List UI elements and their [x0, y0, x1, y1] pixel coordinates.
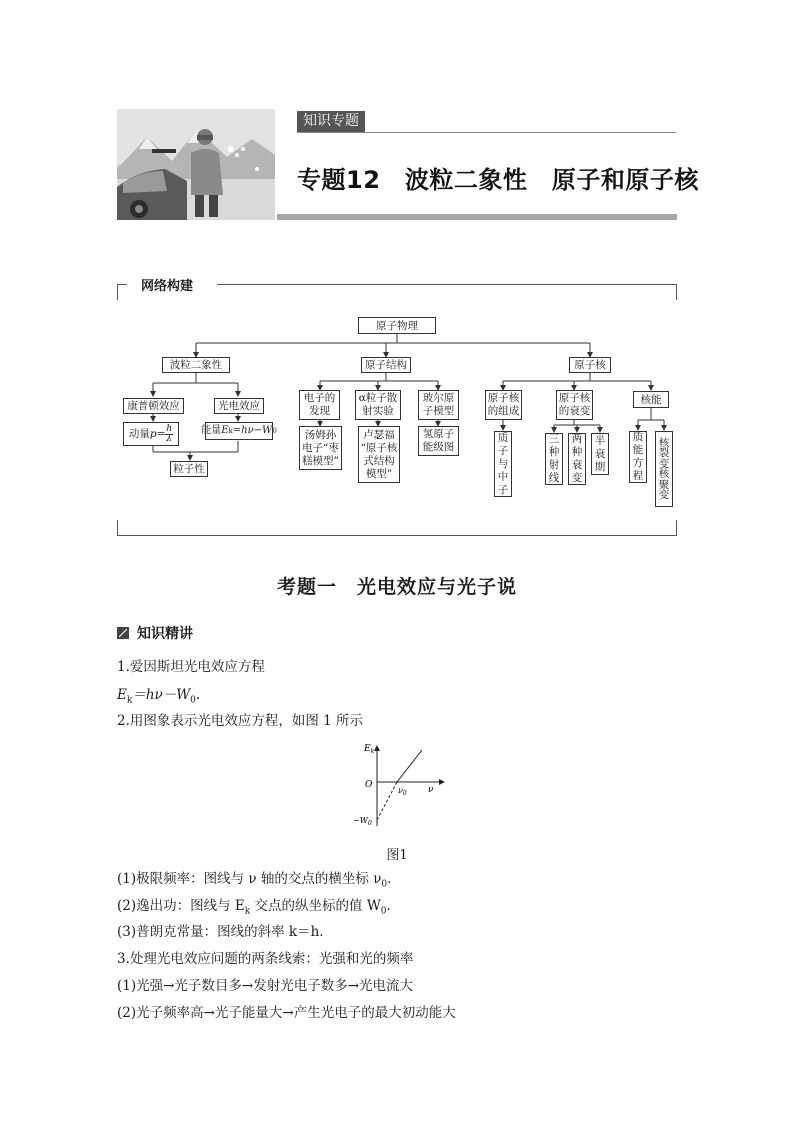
square-bullet-icon: [117, 627, 129, 639]
momentum-numerator: h: [166, 423, 173, 434]
text-line: 模型”: [365, 467, 393, 480]
energy-rest: =hν−W: [232, 425, 273, 436]
text-line: 种: [571, 446, 583, 458]
text-line: 两: [571, 433, 583, 445]
sub-heading-text: 知识精讲: [137, 626, 193, 642]
text-line: 核: [658, 468, 670, 480]
point-1-end: .: [387, 871, 392, 887]
node-bohr-model: [418, 390, 459, 420]
text-line: 与: [497, 457, 509, 470]
node-wave-particle: 波粒二象性: [162, 357, 230, 373]
topic-title: 专题12 波粒二象性 原子和原子核: [297, 166, 699, 194]
text-line: 子: [497, 483, 509, 496]
node-thomson-model: [299, 426, 342, 470]
text-line: 电子“枣: [302, 441, 339, 454]
equation-line: [117, 686, 200, 710]
text-line: 电子的: [303, 392, 336, 404]
node-nucleus-composition: [485, 390, 522, 420]
text-line: 氢原子: [422, 428, 455, 440]
eq-sub-k: k: [126, 695, 133, 706]
node-nuclear-energy: 核能: [633, 391, 669, 408]
node-energy: [201, 422, 277, 440]
node-fission-fusion: [655, 431, 673, 507]
momentum-denominator: λ: [166, 433, 173, 444]
text-line: 半: [594, 434, 606, 447]
text-line: 三: [548, 433, 560, 445]
point-3: (3)普朗克常量：图线的斜率 k＝h.: [117, 924, 324, 940]
energy-sub-k: k: [228, 427, 233, 435]
network-title: 网络构建: [133, 275, 201, 294]
node-mass-energy: [629, 431, 647, 483]
text-line: 程: [632, 470, 644, 482]
momentum-fraction: [165, 425, 173, 444]
y-intercept-label: $-W_0$: [353, 816, 372, 827]
point-2-text-2: 交点的纵坐标的值 W: [250, 898, 381, 914]
text-line: 中: [497, 470, 509, 483]
node-two-decays: [568, 433, 586, 485]
text-line: 衰: [571, 459, 583, 471]
text-line: 质: [497, 431, 509, 444]
text-line: 变: [571, 472, 583, 484]
text-line: 质: [632, 431, 644, 443]
node-nucleus: 原子核: [569, 357, 611, 373]
text-line: 期: [594, 460, 606, 473]
x-intercept-label: $\nu_0$: [398, 786, 407, 797]
text-line: 种: [548, 446, 560, 458]
point-2-sub-0: 0: [380, 906, 387, 917]
text-line: 的衰变: [558, 405, 591, 417]
text-line: α粒子散: [358, 392, 398, 404]
origin-label: O: [365, 780, 373, 790]
text-line: 糕模型”: [302, 454, 339, 467]
text-line: 式结构: [363, 454, 395, 467]
node-three-rays: [545, 433, 563, 485]
node-root: 原子物理: [358, 317, 436, 334]
point-2-end: .: [386, 898, 391, 914]
eq-rest: ＝hν－W: [132, 687, 191, 703]
text-line: 子: [497, 444, 509, 457]
node-nucleus-decay: [556, 390, 593, 420]
text-line: 衰: [594, 447, 606, 460]
text-line: 原子核: [487, 392, 520, 404]
momentum-prefix: 动量: [128, 428, 150, 440]
point-1-text: (1)极限频率：图线与 ν 轴的交点的横坐标 ν: [117, 871, 382, 887]
eq-E: E: [117, 687, 127, 703]
node-rutherford-model: [358, 426, 400, 483]
text-line: 变: [658, 489, 670, 501]
point-2-text: (2)逸出功：图线与 E: [117, 898, 245, 914]
text-line: 能: [632, 444, 644, 456]
node-half-life: [591, 433, 609, 475]
y-axis-label: $E_k$: [364, 744, 375, 755]
point-1-sub: 0: [381, 879, 388, 890]
clue-line-2: (2)光子频率高→光子能量大→产生光电子的最大初动能大: [117, 1005, 456, 1021]
text-line: 射: [548, 459, 560, 471]
text-line: 线: [548, 472, 560, 484]
energy-sub-0: 0: [272, 427, 277, 435]
clue-line-1: (1)光强→光子数目多→发射光电子数多→光电流大: [117, 978, 414, 994]
text-line: 的组成: [487, 405, 520, 417]
energy-E: E: [221, 425, 229, 436]
banner-bar: [277, 214, 677, 220]
text-line: 变: [658, 457, 670, 470]
text-line: 核: [658, 436, 670, 449]
eq-sub-0: 0: [190, 695, 196, 706]
section-title: 考题一 光电效应与光子说: [276, 576, 517, 598]
text-line: 裂: [658, 447, 670, 459]
momentum-eq: =: [156, 428, 166, 440]
node-atom-structure: 原子结构: [361, 357, 411, 373]
text-line: 能级图: [422, 441, 455, 453]
tag-rule: [297, 132, 676, 133]
text-line: 聚: [658, 478, 670, 491]
node-particle: 粒子性: [170, 461, 208, 477]
text-line: 方: [632, 457, 644, 469]
graph-line-extension: [377, 782, 397, 820]
text-line: 子模型: [422, 405, 455, 417]
node-hydrogen-levels: [418, 426, 459, 456]
energy-prefix: 能量: [201, 425, 222, 436]
node-compton: 康普顿效应: [123, 398, 184, 414]
point-1: [117, 870, 391, 894]
figure-caption: 图1: [386, 848, 408, 863]
text-line: “原子核: [360, 441, 398, 454]
node-alpha-scattering: [355, 390, 401, 420]
banner-illustration: [117, 109, 275, 220]
momentum-p: p: [149, 428, 157, 440]
text-line: 发现: [309, 405, 330, 417]
point-2-sub-k: k: [244, 906, 251, 917]
node-photoelectric: 光电效应: [214, 398, 264, 414]
node-momentum: [123, 422, 179, 446]
node-proton-neutron: [494, 431, 512, 497]
item-3: 3.处理光电效应问题的两条线索：光强和光的频率: [117, 951, 414, 967]
text-line: 汤姆孙: [304, 428, 337, 441]
text-line: 射实验: [362, 405, 394, 417]
text-line: 卢瑟福: [363, 428, 395, 441]
point-2: [117, 897, 391, 921]
x-axis-label: ν: [428, 785, 434, 795]
text-line: 玻尔原: [422, 392, 455, 404]
eq-end: .: [195, 687, 201, 703]
photoelectric-graph: [350, 738, 450, 833]
section-tag: 知识专题: [297, 111, 365, 132]
text-line: 原子核: [558, 392, 591, 404]
item-2: 2.用图象表示光电效应方程，如图 1 所示: [117, 713, 364, 729]
node-electron-discovery: [299, 390, 340, 420]
sub-heading: [117, 623, 193, 643]
graph-line: [397, 750, 422, 782]
item-1: 1.爱因斯坦光电效应方程: [117, 659, 265, 675]
